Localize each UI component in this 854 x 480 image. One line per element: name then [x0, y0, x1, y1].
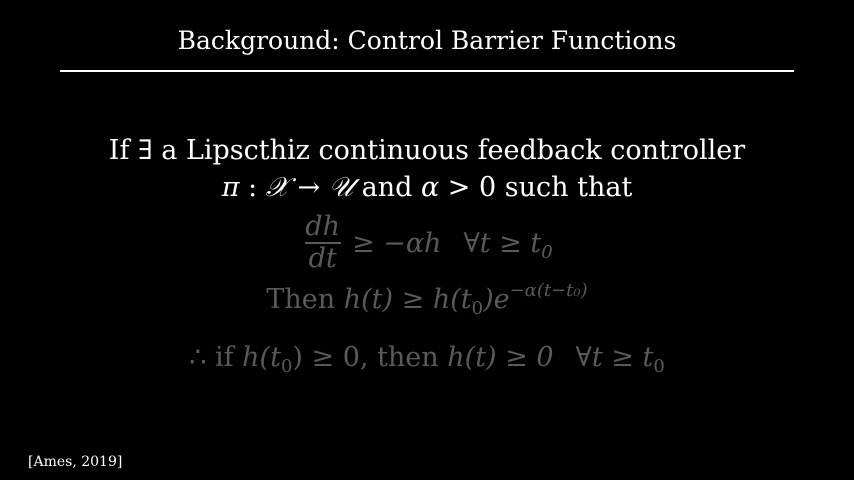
fraction-denominator: dt — [305, 242, 341, 274]
control-space-symbol: 𝒰 — [328, 172, 354, 203]
exponent: −α(t−t₀) — [509, 280, 588, 301]
exponential-bound-line: Then $h(t) \ge h(t_0)e^{-\alpha(t-t_0)}$ — [266, 280, 588, 319]
such-that-text: > 0 such that — [439, 172, 633, 203]
colon: : — [239, 172, 266, 203]
arrow: → — [288, 172, 329, 203]
forall-clause: ∀t ≥ $t_0$ — [463, 227, 553, 263]
state-space-symbol: 𝒳 — [265, 172, 289, 203]
alpha-symbol: α — [420, 172, 440, 203]
title-underline — [60, 70, 794, 72]
condition-line-1: If ∃ a Lipscthiz continuous feedback controller — [108, 135, 746, 166]
derivative-fraction — [301, 212, 344, 274]
condition-line-2 — [0, 170, 854, 206]
fraction-numerator: dh — [305, 211, 340, 242]
therefore-text: ∴ if — [189, 342, 243, 373]
cbf-inequality — [0, 208, 854, 278]
conclusion-line: ∴ if $h(t_0) \ge 0$, then h(t) ≥ 0 ∀t ≥ $t_0$ — [189, 342, 665, 377]
then-text: Then — [266, 284, 344, 315]
pi-symbol: π — [221, 172, 240, 203]
citation: [Ames, 2019] — [28, 454, 123, 470]
inequality-rhs: ≥ −αh — [351, 227, 442, 259]
and-text: and — [353, 172, 421, 203]
slide-title: Background: Control Barrier Functions — [177, 26, 677, 55]
